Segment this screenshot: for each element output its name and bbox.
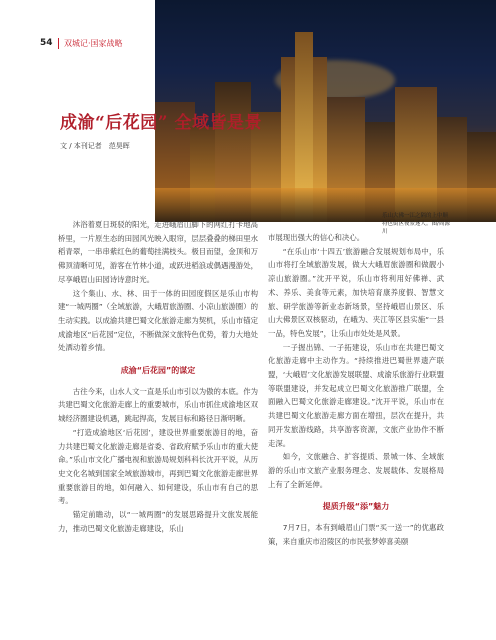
- paragraph: 锚定前瞻动，以“一城两圈”的发展思路提升文旅发展能力，推动巴蜀文化旅游走廊建设，乐山: [58, 510, 258, 533]
- paragraph: 沐浴着夏日斑驳的阳光，走进峨眉山脚下的网红打卡地高桥里，一片原生态的田园风光映入眼帘，层层叠叠的梯田里水稻青翠，一串串紫红色的葡萄挂满枝头。极目而望，金顶和万佛顶清晰可见，游客在竹林小道，或跃进稻浪或偶遇漫游处，尽享峨眉山田园诗诗意时光。: [58, 220, 258, 284]
- section-label: 双城记·国家战略: [64, 39, 123, 48]
- paragraph: “在乐山市‘十四五’旅游融合发展规划布局中，乐山市将打全域旅游发展，做大大峨眉旅游圈和做靓小凉山旅游圈。”沈开平说，乐山市将利用好佛禅、武术、养乐、美食等元素，加快培育康养度假、智慧文旅、研学旅游等新业态新场景，坚持峨眉山景区、乐山大佛景区双核驱动，在峨为、夹江等区县实施“一县一品，特色发展”，让乐山市处处是风景。: [268, 246, 444, 338]
- section-heading: 成渝“后花园”的谋定: [120, 366, 196, 376]
- paragraph: 7月7日，本有到峨眉山门票“买一送一”的优惠政策，来自重庆市沿陵区的市民张梦婷喜美颐: [268, 523, 444, 546]
- paragraph: 这个集山、水、林、田于一体的田园度假区是乐山市构建“一城两圈”（全域旅游，大峨眉旅游圈、小凉山旅游圈）的生动实践。以成渝共建巴蜀文化旅游走廊为契机，乐山市锚定成渝地区“后花园”定位，不断做深文旅特色优势，着力大地处处洒动着乡情。: [58, 288, 258, 353]
- section-heading: 提质升级“添”魅力: [322, 502, 390, 512]
- paragraph: 一子握出锦、一子拓建设，乐山市在共建巴蜀文化旅游走廊中主动作为。“持续推进巴蜀世界遗产联盟，‘大峨眉’文化旅游发展联盟、成渝乐旅游行业联盟等联盟建设，并发起成立巴蜀文化旅游推广联盟，全面融入巴蜀文化旅游走廊建设。”沈开平说，乐山市在共建巴蜀文化旅游走廊方面在增扭，层次在提升，共同开发旅游线路，共享游客资源，文旅产业协作不断走深。: [268, 342, 444, 448]
- paragraph: 如今，文旅融合、扩容提质、景城一体、全域旅游的乐山市文旅产业服务理念、发展载体、发展格局上有了全新延伸。: [268, 452, 444, 489]
- paragraph: 市展现出强大的信心和决心。: [268, 233, 365, 242]
- paragraph: “打造成渝地区‘后花园’，建设世界重要旅游目的地，奋力共建巴蜀文化旅游走廊是省委、省政府赋予乐山市的重大使命。”乐山市文化广播电视和旅游局规划科科长沈开平说，从历史文化名城到国家全域旅游城市，再到巴蜀文化旅游走廊世界重要旅游目的地，如何融入、如何建设，乐山市有自己的思考。: [58, 427, 258, 506]
- photo-caption: 乐山大佛一江之隔的上中顺特色街区夜景迷人。图/周源川: [382, 213, 450, 235]
- header-divider: [58, 38, 59, 49]
- article-byline: 文 / 本刊记者 范昊晖: [60, 142, 130, 150]
- right-column: [268, 231, 444, 548]
- paragraph: 古往今来，山水人文一直是乐山市引以为傲的本底。作为共建巴蜀文化旅游走廊上的重要城市，乐山市抓住成渝地区双城经济圈建设机遇，跳起捍高，发展目标和路径日渐明晰。: [58, 386, 258, 424]
- page-number: 54: [40, 38, 53, 48]
- article-title: 成渝“后花园” 全域皆是景: [60, 113, 262, 133]
- left-column: [58, 218, 258, 535]
